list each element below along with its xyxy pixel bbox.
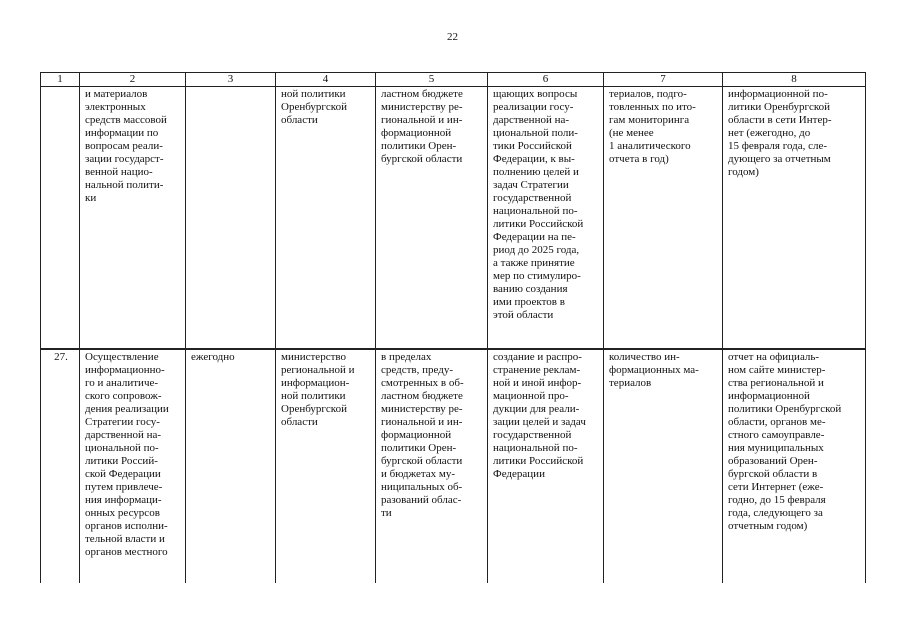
measures-table: [40, 72, 866, 583]
row-number-cell: [41, 87, 80, 350]
column-header: 5: [376, 73, 488, 87]
page-number: 22: [447, 31, 458, 43]
column-header: 6: [488, 73, 604, 87]
term-cell: [186, 87, 276, 350]
action-cell: и материалов электронных средств массовой информации по вопросам реали- зации государст- венной нацио- нальной полити- ки: [80, 87, 186, 350]
table-row: [41, 349, 866, 583]
column-header: 3: [186, 73, 276, 87]
column-header: 8: [723, 73, 866, 87]
table-row: [41, 87, 866, 350]
financing-cell: в пределах средств, преду- смотренных в об- ластном бюджете министерству ре- гиональной и ин- формационной политики Орен- бургской области и бюджетах му- ниципальных об- разований облас- ти: [376, 349, 488, 583]
column-header: 4: [276, 73, 376, 87]
term-cell: ежегодно: [186, 349, 276, 583]
report-cell: информационной по- литики Оренбургской области в сети Интер- нет (ежегодно, до 15 февраля года, сле- дующего за отчетным годом): [723, 87, 866, 350]
column-header: 7: [604, 73, 723, 87]
report-cell: отчет на официаль- ном сайте министер- ства региональной и информационной политики Оренбургской области, органов ме- стного самоуправле- ния муниципальных образований Орен- бургской области в сети Интернет (еже- годно, до 15 февраля года, следующего за отчетным годом): [723, 349, 866, 583]
result-cell: создание и распро- странение реклам- ной и иной инфор- мационной про- дукции для реали- зации целей и задач государственной национальной по- литики Российской Федерации: [488, 349, 604, 583]
column-header: 2: [80, 73, 186, 87]
indicator-cell: териалов, подго- товленных по ито- гам мониторинга (не менее 1 аналитического отчета в год): [604, 87, 723, 350]
executor-cell: ной политики Оренбургской области: [276, 87, 376, 350]
executor-cell: министерство региональной и информацион- ной политики Оренбургской области: [276, 349, 376, 583]
action-cell: Осуществление информационно- го и аналитиче- ского сопровож- дения реализации Стратегии госу- дарственной на- циональной по- литики Россий- ской Федерации путем привлече- ния информаци- онных ресурсов органов исполни- тельной власти и органов местного: [80, 349, 186, 583]
financing-cell: ластном бюджете министерству ре- гиональной и ин- формационной политики Орен- бургской области: [376, 87, 488, 350]
result-cell: щающих вопросы реализации госу- дарственной на- циональной поли- тики Российской Федерации, к вы- полнению целей и задач Стратегии государственной национальной по- литики Российской Федерации на пе- риод до 2025 года, а также принятие мер по стимулиро- ванию создания ими проектов в этой области: [488, 87, 604, 350]
column-header: 1: [41, 73, 80, 87]
header-row: [41, 73, 866, 87]
row-number-cell: 27.: [41, 349, 80, 583]
indicator-cell: количество ин- формационных ма- териалов: [604, 349, 723, 583]
